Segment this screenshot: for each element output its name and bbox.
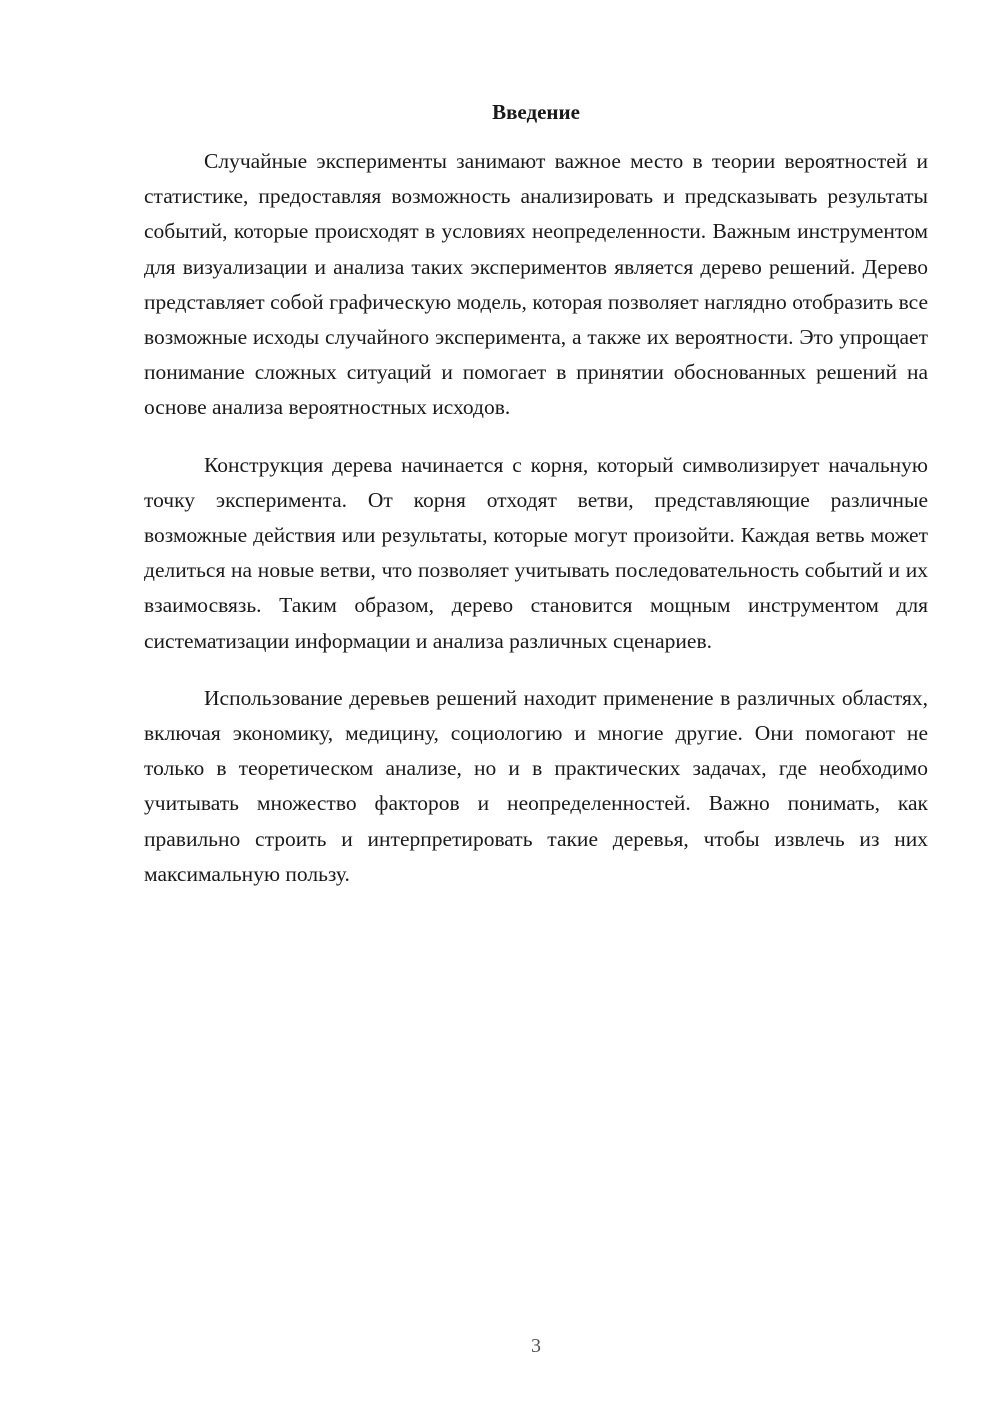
paragraph-intro: Случайные эксперименты занимают важное место в теории вероятностей и статистике, предоставляя возможность анализировать и предсказывать результаты событий, которые происходят в условиях неопределенности. Важным инструментом для визуализации и анализа таких экспериментов является дерево решений. Дерево представляет собой графическую модель, которая позволяет наглядно отобразить все возможные исходы случайного эксперимента, а также их вероятности. Это упрощает понимание сложных ситуаций и помогает в принятии обоснованных решений на основе анализа вероятностных исходов. [144,149,928,420]
section-title: Введение [492,100,580,124]
paragraph-applications: Использование деревьев решений находит применение в различных областях, включая экономику, медицину, социологию и многие другие. Они помогают не только в теоретическом анализе, но и в практических задачах, где необходимо учитывать множество факторов и неопределенностей. Важно понимать, как правильно строить и интерпретировать такие деревья, чтобы извлечь из них максимальную пользу. [144,685,928,886]
paragraph-tree-construction: Конструкция дерева начинается с корня, который символизирует начальную точку эксперимента. От корня отходят ветви, представляющие различные возможные действия или результаты, которые могут произойти. Каждая ветвь может делиться на новые ветви, что позволяет учитывать последовательность событий и их взаимосвязь. Таким образом, дерево становится мощным инструментом для систематизации информации и анализа различных сценариев. [144,452,928,653]
page-number: 3 [531,1335,541,1357]
body-text [144,144,928,914]
